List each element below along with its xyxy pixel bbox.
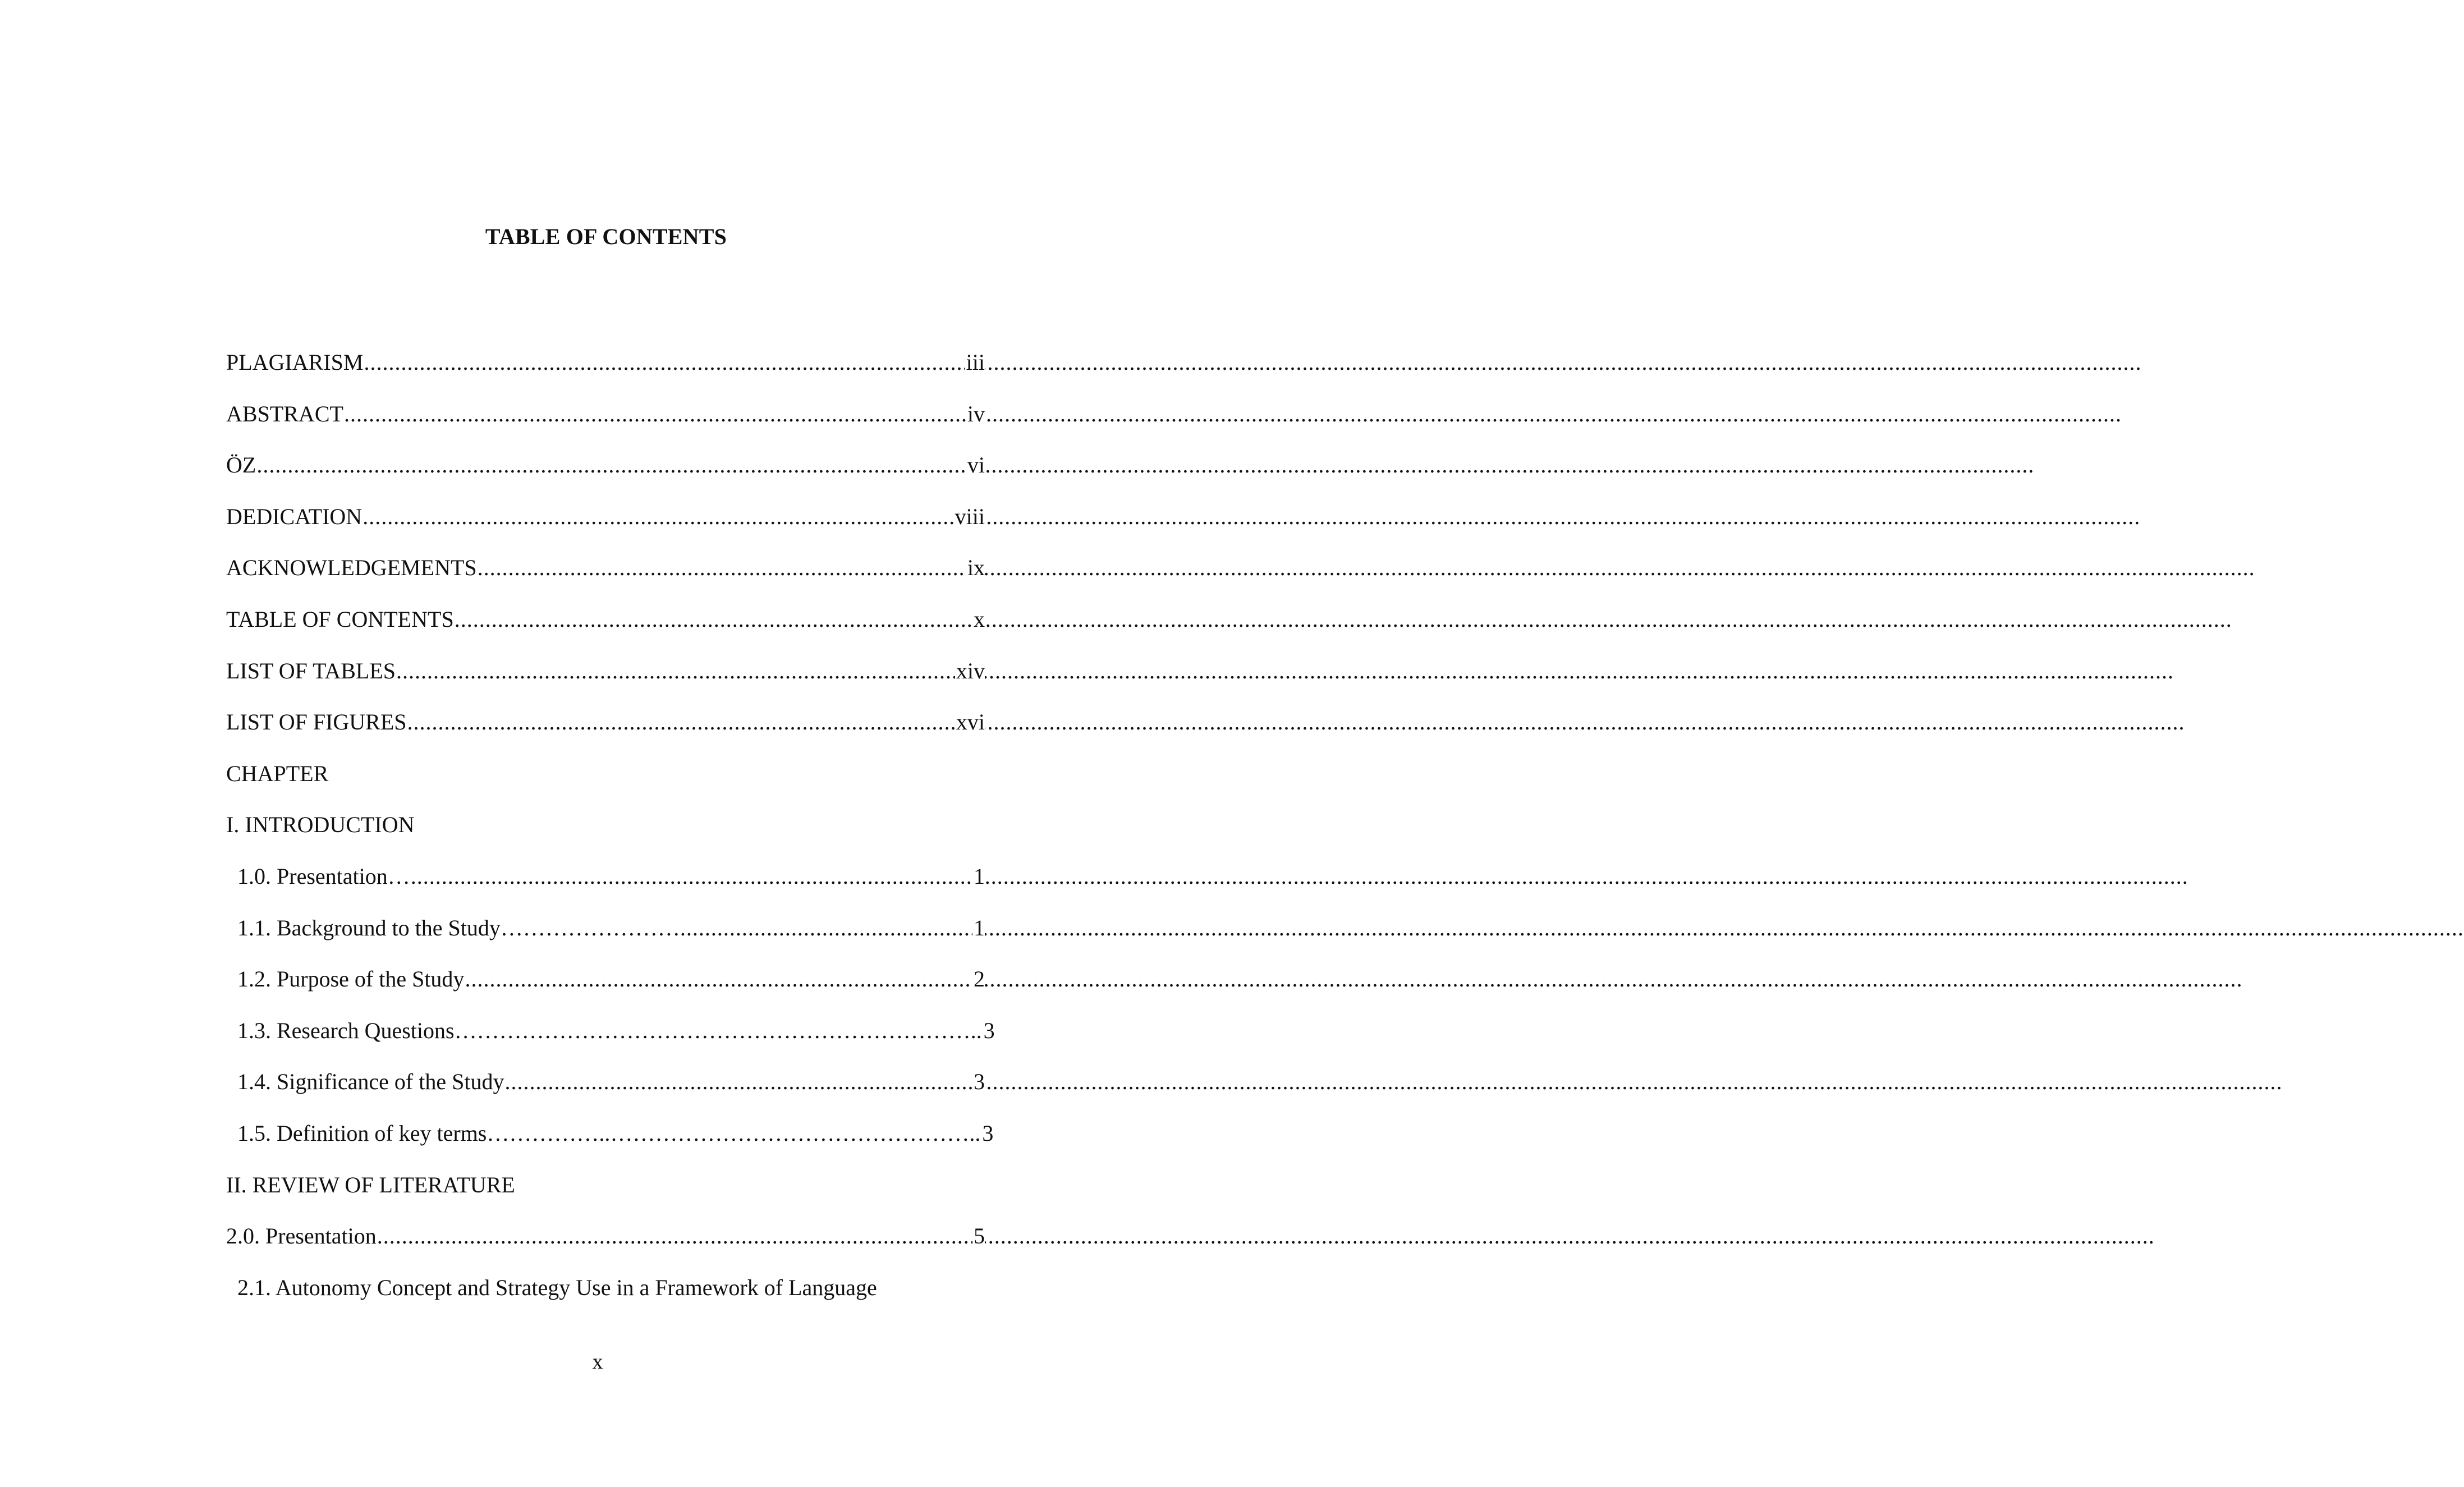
toc-entry-label: LIST OF TABLES [226, 657, 396, 686]
toc-entry-page: ix [966, 553, 985, 582]
toc-entry-page: xvi [955, 708, 985, 737]
toc-entry-oz[interactable] [226, 451, 985, 502]
toc-entry-label: DEDICATION [226, 502, 363, 531]
dot-leader [377, 1222, 972, 1251]
toc-entry-1-4[interactable] [226, 1067, 985, 1119]
toc-entry-label: PLAGIARISM [226, 348, 364, 377]
toc-entry-label: ACKNOWLEDGEMENTS [226, 553, 478, 582]
toc-heading-chapter [226, 759, 985, 811]
toc-entry-table-of-contents[interactable] [226, 605, 985, 657]
dot-leader [363, 502, 953, 531]
document-page [0, 0, 1149, 1487]
toc-heading-label: II. REVIEW OF LITERATURE [226, 1171, 516, 1200]
toc-list [226, 348, 995, 1324]
toc-entry-1-2[interactable] [226, 965, 985, 1016]
toc-heading-label: CHAPTER [226, 759, 329, 788]
toc-entry-page: 1 [972, 862, 985, 891]
dot-leader [465, 965, 972, 994]
toc-heading-review-of-literature[interactable] [226, 1171, 985, 1222]
toc-entry-label: ÖZ [226, 451, 256, 480]
dot-leader [455, 605, 972, 634]
toc-entry-label: TABLE OF CONTENTS [226, 605, 455, 634]
toc-entry-2-0[interactable] [226, 1222, 985, 1273]
toc-entry-page: 3 [972, 1067, 985, 1096]
toc-entry-label: 1.4. Significance of the Study [237, 1067, 504, 1096]
toc-entry-page: iv [966, 400, 985, 429]
dot-leader [396, 657, 955, 686]
toc-entry-page: xiv [955, 657, 985, 686]
toc-entry-1-3[interactable] [226, 1016, 995, 1068]
toc-entry-plagiarism[interactable] [226, 348, 985, 400]
toc-entry-label: 2.0. Presentation [226, 1222, 377, 1251]
toc-entry-2-1[interactable] [226, 1273, 985, 1325]
toc-entry-label: 1.1. Background to the Study……………………. [237, 914, 686, 943]
dot-leader [686, 914, 972, 943]
toc-entry-label: 1.5. Definition of key terms……………..………………………………………….. [237, 1119, 981, 1148]
toc-entry-label: 1.2. Purpose of the Study [237, 965, 465, 994]
toc-entry-1-5[interactable] [226, 1119, 994, 1171]
toc-entry-page: 5 [972, 1222, 985, 1251]
toc-entry-page: vi [966, 451, 985, 480]
toc-entry-page: 3 [981, 1119, 993, 1148]
toc-entry-label: 2.1. Autonomy Concept and Strategy Use in a Framework of Language [237, 1273, 878, 1302]
dot-leader [364, 348, 965, 377]
dot-leader [256, 451, 966, 480]
toc-entry-list-of-tables[interactable] [226, 657, 985, 708]
toc-entry-label: ABSTRACT [226, 400, 344, 429]
dot-leader [478, 553, 966, 582]
toc-entry-page: 3 [983, 1016, 995, 1045]
dot-leader [344, 400, 966, 429]
toc-entry-page: viii [954, 502, 985, 531]
toc-entry-abstract[interactable] [226, 400, 985, 451]
toc-entry-dedication[interactable] [226, 502, 985, 554]
toc-entry-page: x [972, 605, 985, 634]
toc-heading-label: I. INTRODUCTION [226, 810, 415, 839]
dot-leader [411, 862, 972, 891]
toc-entry-1-1[interactable] [226, 914, 985, 965]
page-title: TABLE OF CONTENTS [485, 224, 727, 249]
page-number: x [592, 1350, 603, 1374]
dot-leader [504, 1067, 972, 1096]
dot-leader [407, 708, 955, 737]
toc-entry-acknowledgements[interactable] [226, 553, 985, 605]
toc-entry-list-of-figures[interactable] [226, 708, 985, 759]
toc-heading-introduction[interactable] [226, 810, 985, 862]
toc-entry-page: 1 [972, 914, 985, 943]
toc-entry-label: LIST OF FIGURES [226, 708, 407, 737]
toc-entry-page: 2 [972, 965, 985, 994]
toc-entry-label: 1.0. Presentation… [237, 862, 411, 891]
toc-entry-label: 1.3. Research Questions…………………………………………………………….. [237, 1016, 983, 1045]
toc-entry-page: iii [965, 348, 985, 377]
toc-entry-1-0[interactable] [226, 862, 985, 914]
